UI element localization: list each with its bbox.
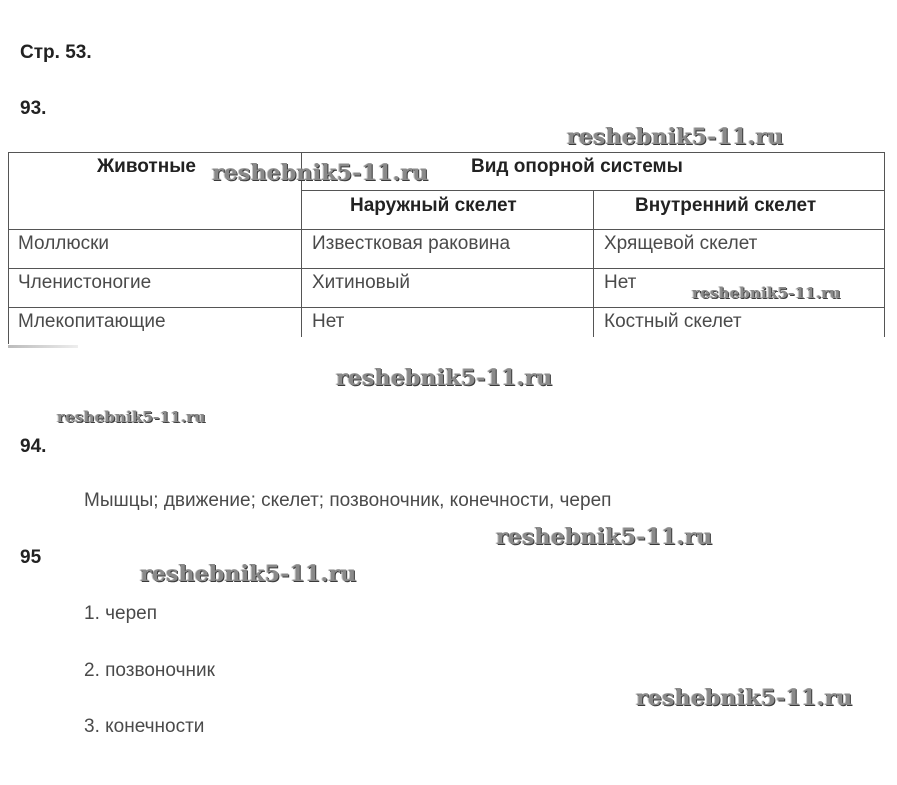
watermark: reshebnik5-11.ru xyxy=(57,408,206,426)
header-animals: Животные xyxy=(97,156,196,177)
cell-inner: Нет xyxy=(604,272,637,293)
cell-outer: Известковая раковина xyxy=(312,233,511,254)
header-outer-skeleton: Наружный скелет xyxy=(350,195,517,216)
watermark: reshebnik5-11.ru xyxy=(636,685,853,711)
table-col-divider xyxy=(593,190,594,337)
watermark: reshebnik5-11.ru xyxy=(212,160,429,186)
cell-inner: Хрящевой скелет xyxy=(604,233,758,254)
table-border-right xyxy=(884,152,885,337)
watermark: reshebnik5-11.ru xyxy=(140,561,357,587)
cell-inner: Костный скелет xyxy=(604,311,742,332)
cell-animal: Моллюски xyxy=(18,233,110,254)
header-inner-skeleton: Внутренний скелет xyxy=(635,195,817,216)
task-95-item: 1. череп xyxy=(84,603,158,624)
table-header-bottom xyxy=(8,229,885,230)
watermark: reshebnik5-11.ru xyxy=(692,284,841,302)
support-system-table xyxy=(8,152,885,337)
cell-outer: Хитиновый xyxy=(312,272,411,293)
watermark: reshebnik5-11.ru xyxy=(496,524,713,550)
page-number: Стр. 53. xyxy=(20,42,92,63)
task-94-number: 94. xyxy=(20,436,47,457)
cell-outer: Нет xyxy=(312,311,345,332)
watermark: reshebnik5-11.ru xyxy=(336,365,553,391)
table-border-left xyxy=(8,152,9,344)
table-row-divider xyxy=(8,268,885,269)
task-93-number: 93. xyxy=(20,98,47,119)
table-border-top xyxy=(8,152,885,153)
cell-animal: Членистоногие xyxy=(18,272,152,293)
header-support-type: Вид опорной системы xyxy=(471,156,683,177)
scan-edge xyxy=(8,345,78,348)
watermark: reshebnik5-11.ru xyxy=(567,124,784,150)
task-95-item: 2. позвоночник xyxy=(84,660,215,681)
cell-animal: Млекопитающие xyxy=(18,311,166,332)
table-row-divider xyxy=(8,307,885,308)
task-94-answer: Мышцы; движение; скелет; позвоночник, конечности, череп xyxy=(84,490,612,511)
task-95-number: 95 xyxy=(20,547,42,568)
task-95-item: 3. конечности xyxy=(84,716,205,737)
